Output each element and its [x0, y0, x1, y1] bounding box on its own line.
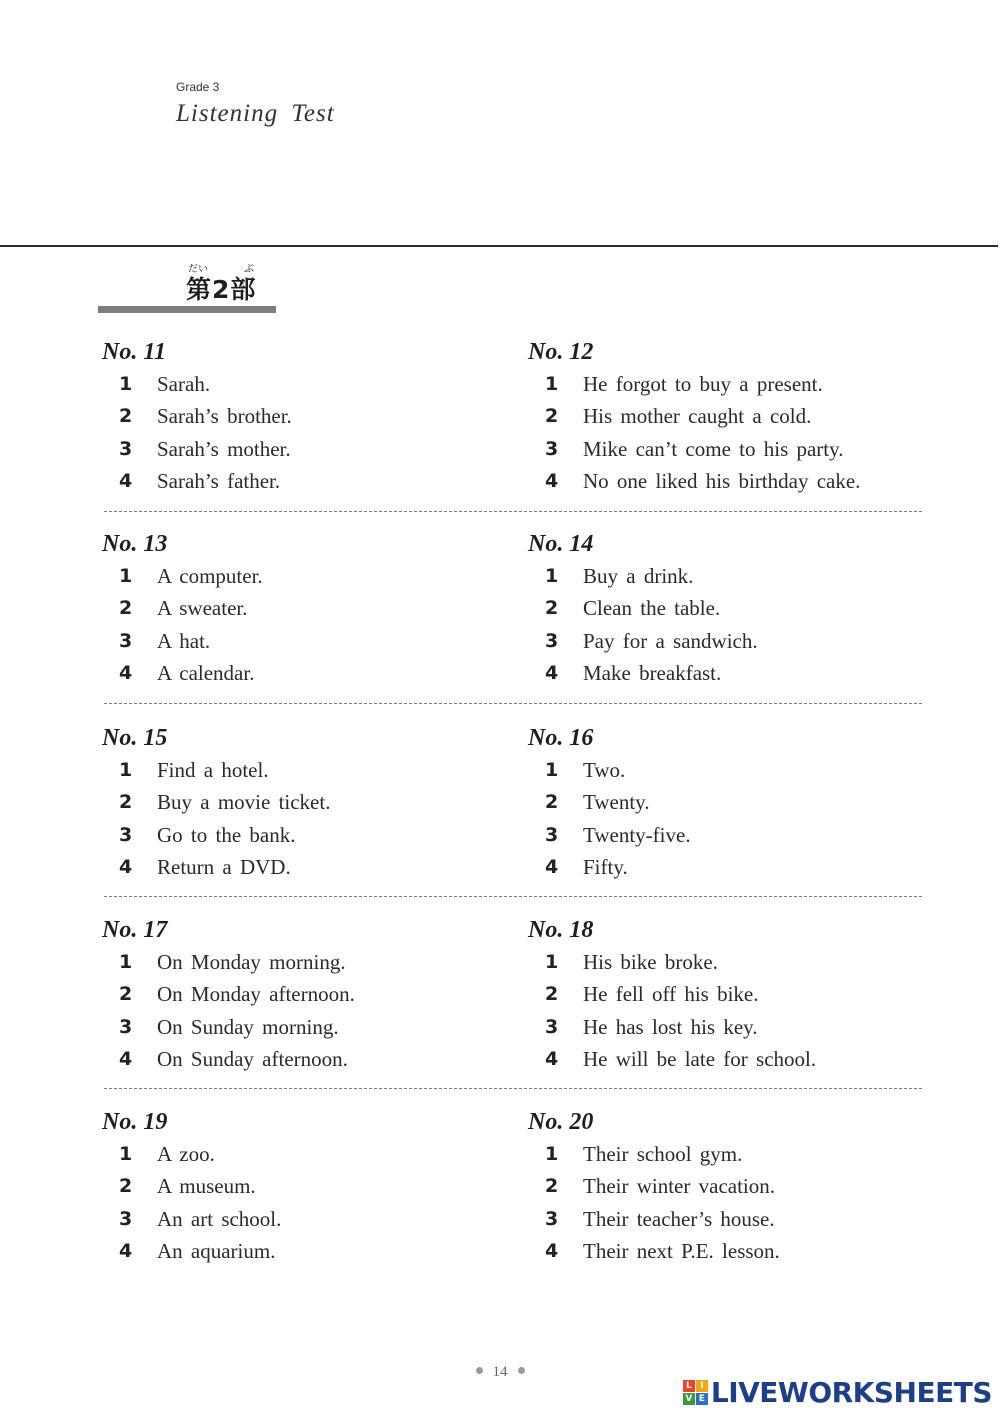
- option-4[interactable]: [102, 657, 502, 689]
- option-text: He forgot to buy a present.: [583, 372, 823, 397]
- option-text: Sarah.: [157, 372, 211, 397]
- option-text: On Monday morning.: [157, 950, 346, 975]
- option-number: 1: [545, 759, 559, 782]
- option-text: On Sunday morning.: [157, 1014, 339, 1039]
- option-text: His bike broke.: [583, 950, 718, 975]
- question-number: No. 17: [102, 917, 168, 943]
- question-number: No. 20: [528, 1109, 594, 1135]
- option-text: Pay for a sandwich.: [583, 628, 758, 653]
- brand-tile-e: E: [696, 1393, 708, 1405]
- option-text: Their winter vacation.: [583, 1174, 776, 1199]
- header-divider: [0, 245, 998, 247]
- option-3[interactable]: [102, 433, 502, 465]
- option-text: A zoo.: [157, 1142, 215, 1167]
- part-ruby-bu: ぶ: [244, 264, 254, 275]
- option-3[interactable]: [102, 1203, 502, 1235]
- option-text: Make breakfast.: [583, 661, 722, 686]
- option-1[interactable]: [102, 946, 502, 978]
- liveworksheets-logo[interactable]: [683, 1376, 992, 1409]
- question-20: [528, 1106, 928, 1267]
- option-text: An aquarium.: [157, 1239, 276, 1264]
- option-3[interactable]: [528, 1011, 928, 1043]
- option-4[interactable]: [528, 657, 928, 689]
- test-title: Listening Test: [176, 100, 335, 127]
- option-text: A sweater.: [157, 596, 248, 621]
- option-number: 2: [545, 983, 559, 1006]
- option-2[interactable]: [102, 400, 502, 432]
- option-number: 4: [119, 1048, 133, 1071]
- option-2[interactable]: [528, 786, 928, 818]
- page-dot-left: [476, 1367, 483, 1374]
- option-text: Twenty-five.: [583, 822, 691, 847]
- option-text: Sarah’s father.: [157, 469, 281, 494]
- option-number: 3: [545, 1015, 559, 1038]
- question-19: [102, 1106, 502, 1267]
- option-4[interactable]: [528, 851, 928, 883]
- brand-tile-i: I: [696, 1380, 708, 1392]
- option-text: Buy a drink.: [583, 564, 694, 589]
- option-text: Twenty.: [583, 790, 650, 815]
- question-13: [102, 528, 502, 689]
- option-number: 1: [119, 1143, 133, 1166]
- option-text: Their teacher’s house.: [583, 1206, 775, 1231]
- option-text: Their next P.E. lesson.: [583, 1239, 780, 1264]
- option-2[interactable]: [528, 592, 928, 624]
- option-4[interactable]: [102, 465, 502, 497]
- option-text: A hat.: [157, 628, 211, 653]
- question-divider: [104, 896, 922, 897]
- option-1[interactable]: [528, 754, 928, 786]
- option-4[interactable]: [528, 1235, 928, 1267]
- option-number: 2: [119, 597, 133, 620]
- question-number: No. 19: [102, 1109, 168, 1135]
- option-1[interactable]: [528, 946, 928, 978]
- question-16: [528, 722, 928, 883]
- option-number: 4: [119, 856, 133, 879]
- question-divider: [104, 703, 922, 704]
- option-1[interactable]: [528, 1138, 928, 1170]
- option-number: 1: [119, 373, 133, 396]
- option-number: 3: [545, 629, 559, 652]
- option-number: 2: [545, 791, 559, 814]
- option-text: A computer.: [157, 564, 263, 589]
- option-text: Buy a movie ticket.: [157, 790, 331, 815]
- option-number: 4: [545, 470, 559, 493]
- option-2[interactable]: [528, 1170, 928, 1202]
- option-number: 4: [545, 662, 559, 685]
- option-text: Their school gym.: [583, 1142, 743, 1167]
- brand-text: LIVEWORKSHEETS: [710, 1376, 992, 1409]
- option-3[interactable]: [528, 625, 928, 657]
- option-text: Two.: [583, 758, 626, 783]
- option-2[interactable]: [102, 592, 502, 624]
- question-14: [528, 528, 928, 689]
- question-15: [102, 722, 502, 883]
- liveworksheets-icon: [683, 1380, 708, 1405]
- question-number: No. 11: [102, 339, 167, 365]
- option-number: 1: [119, 951, 133, 974]
- option-3[interactable]: [102, 1011, 502, 1043]
- option-number: 4: [119, 1240, 133, 1263]
- option-number: 4: [545, 1048, 559, 1071]
- option-1[interactable]: [102, 560, 502, 592]
- option-number: 3: [545, 437, 559, 460]
- option-number: 2: [119, 405, 133, 428]
- option-number: 1: [545, 373, 559, 396]
- part-ruby-dai: だい: [188, 264, 208, 275]
- option-4[interactable]: [528, 1043, 928, 1075]
- question-number: No. 18: [528, 917, 594, 943]
- option-text: Fifty.: [583, 855, 628, 880]
- option-number: 2: [545, 405, 559, 428]
- option-number: 2: [545, 597, 559, 620]
- option-2[interactable]: [528, 400, 928, 432]
- question-number: No. 12: [528, 339, 594, 365]
- option-1[interactable]: [102, 754, 502, 786]
- option-number: 3: [119, 437, 133, 460]
- option-number: 3: [119, 629, 133, 652]
- option-3[interactable]: [102, 625, 502, 657]
- option-1[interactable]: [102, 368, 502, 400]
- option-number: 3: [119, 823, 133, 846]
- option-text: He will be late for school.: [583, 1047, 817, 1072]
- option-number: 4: [119, 470, 133, 493]
- question-divider: [104, 511, 922, 512]
- option-text: His mother caught a cold.: [583, 404, 812, 429]
- part-heading-bar: [98, 306, 276, 313]
- option-4[interactable]: [102, 1235, 502, 1267]
- option-text: Mike can’t come to his party.: [583, 436, 844, 461]
- option-number: 2: [119, 1175, 133, 1198]
- option-text: Find a hotel.: [157, 758, 269, 783]
- option-number: 3: [545, 1207, 559, 1230]
- brand-tile-l: L: [683, 1380, 695, 1392]
- option-3[interactable]: [528, 819, 928, 851]
- question-17: [102, 914, 502, 1075]
- option-4[interactable]: [102, 851, 502, 883]
- question-number: No. 14: [528, 531, 594, 557]
- option-2[interactable]: [102, 978, 502, 1010]
- option-text: An art school.: [157, 1206, 282, 1231]
- option-3[interactable]: [102, 819, 502, 851]
- option-number: 1: [545, 565, 559, 588]
- option-text: Go to the bank.: [157, 822, 296, 847]
- option-text: Sarah’s brother.: [157, 404, 292, 429]
- brand-tile-v: V: [683, 1393, 695, 1405]
- option-number: 4: [119, 662, 133, 685]
- page-number-text: 14: [492, 1364, 508, 1380]
- option-text: Sarah’s mother.: [157, 436, 291, 461]
- page-dot-right: [518, 1367, 525, 1374]
- option-text: A museum.: [157, 1174, 256, 1199]
- option-1[interactable]: [528, 368, 928, 400]
- option-4[interactable]: [102, 1043, 502, 1075]
- question-12: [528, 336, 928, 497]
- option-text: He has lost his key.: [583, 1014, 758, 1039]
- option-number: 2: [119, 791, 133, 814]
- option-text: Clean the table.: [583, 596, 721, 621]
- option-text: He fell off his bike.: [583, 982, 759, 1007]
- option-number: 3: [545, 823, 559, 846]
- option-text: On Sunday afternoon.: [157, 1047, 348, 1072]
- option-number: 3: [119, 1207, 133, 1230]
- option-number: 1: [545, 951, 559, 974]
- option-number: 4: [545, 1240, 559, 1263]
- question-11: [102, 336, 502, 497]
- option-number: 1: [119, 759, 133, 782]
- option-number: 4: [545, 856, 559, 879]
- question-number: No. 13: [102, 531, 168, 557]
- question-number: No. 15: [102, 725, 168, 751]
- option-2[interactable]: [528, 978, 928, 1010]
- option-1[interactable]: [102, 1138, 502, 1170]
- option-text: Return a DVD.: [157, 855, 291, 880]
- option-text: No one liked his birthday cake.: [583, 469, 861, 494]
- option-text: A calendar.: [157, 661, 255, 686]
- option-4[interactable]: [528, 465, 928, 497]
- option-number: 1: [119, 565, 133, 588]
- option-2[interactable]: [102, 1170, 502, 1202]
- question-18: [528, 914, 928, 1075]
- part-heading-block: [98, 258, 276, 314]
- option-number: 3: [119, 1015, 133, 1038]
- option-number: 2: [545, 1175, 559, 1198]
- question-divider: [104, 1088, 922, 1089]
- grade-label: Grade 3: [176, 80, 220, 94]
- option-3[interactable]: [528, 433, 928, 465]
- option-3[interactable]: [528, 1203, 928, 1235]
- option-1[interactable]: [528, 560, 928, 592]
- option-number: 1: [545, 1143, 559, 1166]
- question-number: No. 16: [528, 725, 594, 751]
- option-2[interactable]: [102, 786, 502, 818]
- option-text: On Monday afternoon.: [157, 982, 355, 1007]
- part-heading: 第2部: [186, 275, 257, 304]
- option-number: 2: [119, 983, 133, 1006]
